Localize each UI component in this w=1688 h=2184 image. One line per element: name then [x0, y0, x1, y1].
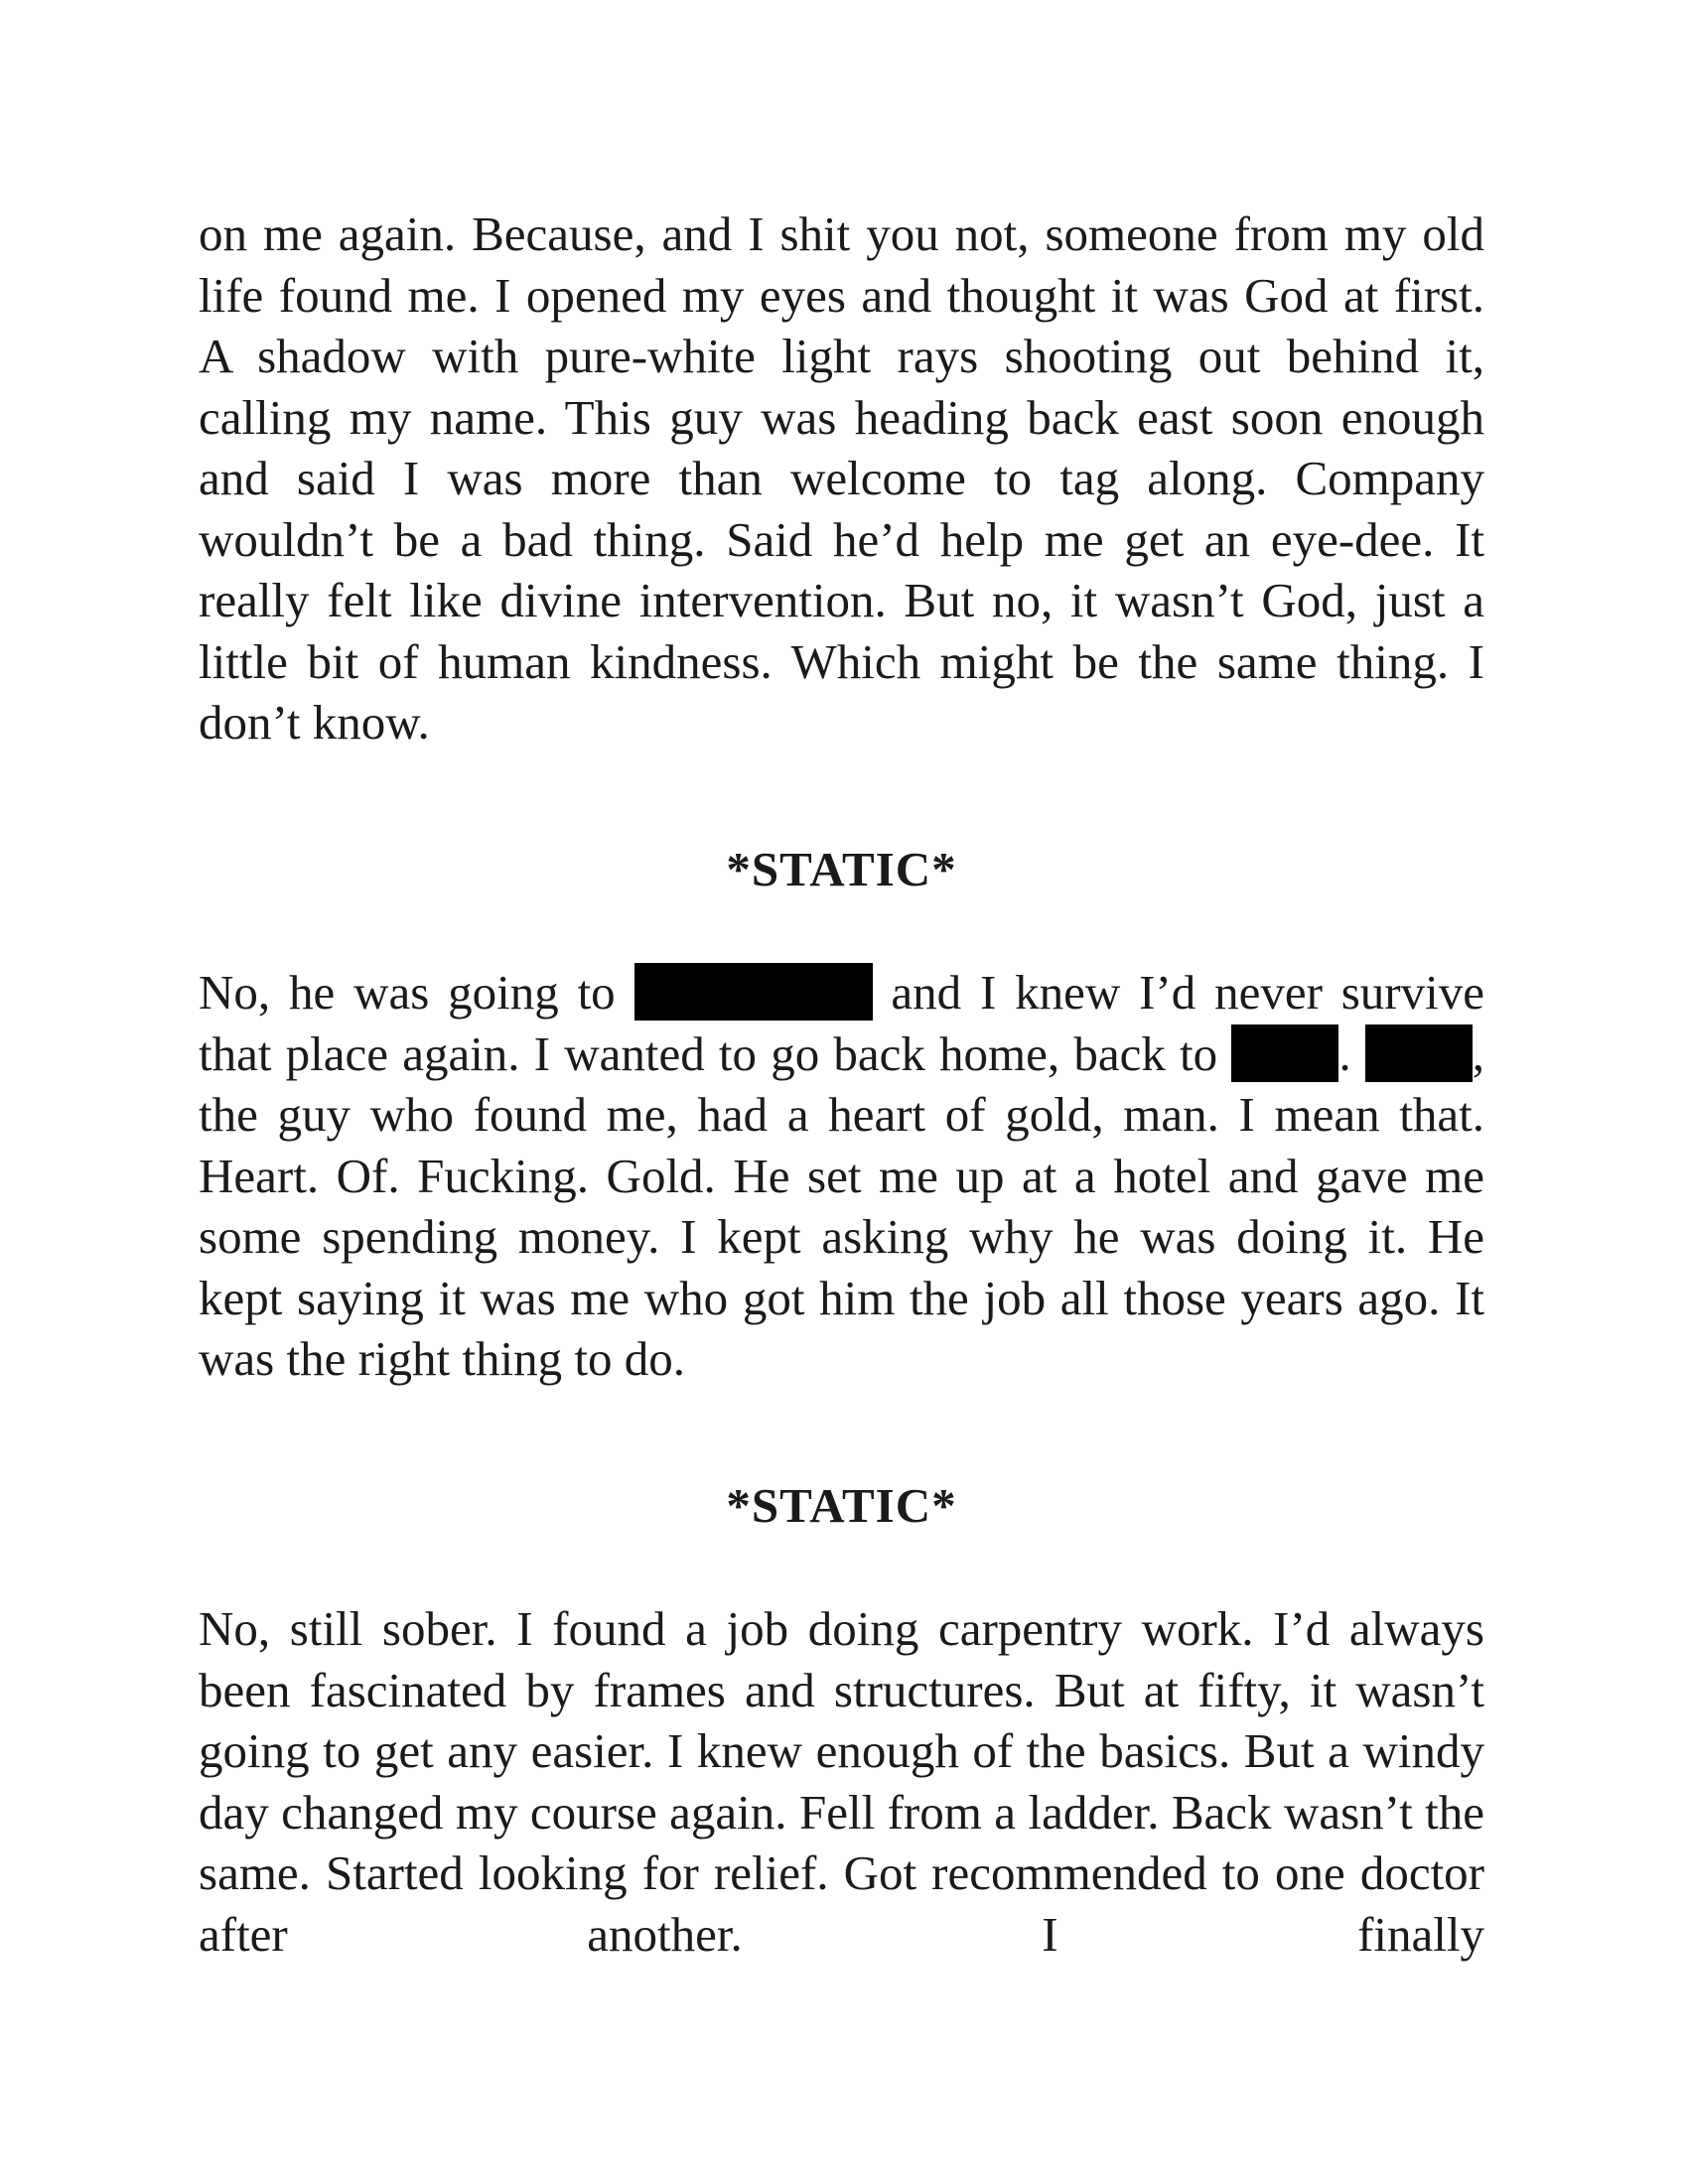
paragraph-2-part-3: .: [1338, 1025, 1365, 1081]
document-page: [199, 204, 1484, 1965]
paragraph-2: [199, 962, 1484, 1390]
redaction-bar-hometown: [1231, 1024, 1338, 1082]
redaction-bar-name: [1365, 1024, 1473, 1082]
paragraph-3: No, still sober. I found a job doing carpentry work. I’d always been fascinated by frames and structures. But at fifty, it wasn’t going to get any easier. I knew enough of the basics. But a windy day changed my course again. Fell from a ladder. Back wasn’t the same. Started looking for relief. Got recommended to one doctor after another. I finally: [199, 1601, 1484, 1962]
paragraph-2-part-1: No, he was going to: [199, 965, 634, 1020]
paragraph-2-part-4: , the guy who found me, had a heart of gold, man. I mean that. Heart. Of. Fucking. Gold. He set me up at a hotel and gave me some spending money. I kept asking why he was doing it. He kept saying it was me who got him the job all those years ago. It was the right thing to do.: [199, 1025, 1484, 1386]
paragraph-2-part-2: and I knew I’d never survive that place again. I wanted to go back home, back to: [199, 965, 1484, 1081]
static-heading-2: *STATIC*: [726, 1477, 957, 1533]
static-heading-1: *STATIC*: [726, 841, 957, 896]
redaction-bar-destination: [634, 963, 873, 1021]
paragraph-1: on me again. Because, and I shit you not, someone from my old life found me. I opened my eyes and thought it was God at first. A shadow with pure-white light rays shooting out behind it, calling my name. This guy was heading back east soon enough and said I was more than welcome to tag along. Company wouldn’t be a bad thing. Said he’d help me get an eye-dee. It really felt like divine intervention. But no, it wasn’t God, just a little bit of human kindness. Which might be the same thing. I don’t know.: [199, 206, 1484, 750]
